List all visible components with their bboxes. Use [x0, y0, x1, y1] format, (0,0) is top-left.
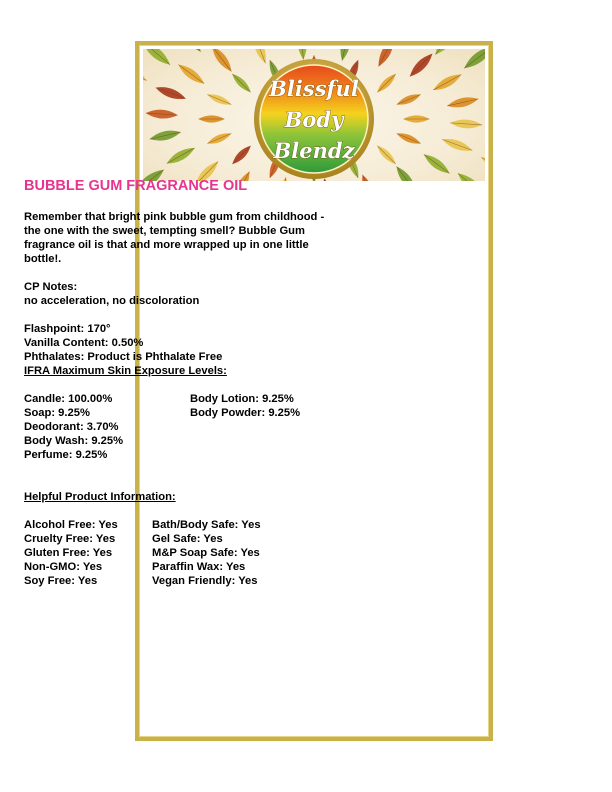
- info-item: Non-GMO: Yes: [24, 561, 103, 573]
- logo-text-line2: Body: [284, 107, 344, 132]
- product-description: Remember that bright pink bubble gum from childhood - the one with the sweet, tempting smell? Bubble Gum fragrance oil is that and more wrapped up in one little bottle!.: [24, 211, 325, 265]
- info-item: Gel Safe: Yes: [152, 533, 223, 545]
- flashpoint: Flashpoint: 170°: [24, 323, 111, 335]
- leaf-vein: [410, 54, 432, 77]
- leaf-vein: [433, 75, 461, 91]
- leaf-shape: [143, 149, 144, 173]
- leaf-vein: [377, 74, 395, 92]
- leaf-shape: [250, 49, 270, 65]
- ifra-item: Body Powder: 9.25%: [190, 407, 301, 419]
- leaf-shape: [358, 173, 378, 181]
- product-title: BUBBLE GUM FRAGRANCE OIL: [24, 178, 248, 194]
- vanilla-content: Vanilla Content: 0.50%: [24, 337, 144, 349]
- info-item: Vegan Friendly: Yes: [152, 575, 258, 587]
- leaf-shape: [175, 49, 205, 55]
- info-item: Alcohol Free: Yes: [24, 519, 118, 531]
- leaf-shape: [393, 164, 419, 181]
- ifra-item: Deodorant: 3.70%: [24, 421, 119, 433]
- header-banner: [143, 49, 485, 181]
- info-item: Paraffin Wax: Yes: [152, 561, 246, 573]
- ifra-item: Perfume: 9.25%: [24, 449, 108, 461]
- leaf-shape: [484, 65, 485, 89]
- leaf-shape: [143, 49, 173, 68]
- product-details: [24, 178, 334, 588]
- info-heading: Helpful Product Information:: [24, 491, 176, 503]
- leaf-shape: [479, 153, 485, 178]
- info-item: M&P Soap Safe: Yes: [152, 547, 260, 559]
- leaf-vein: [178, 65, 204, 84]
- leaf-shape: [455, 170, 485, 181]
- info-item: Bath/Body Safe: Yes: [152, 519, 261, 531]
- ifra-item: Candle: 100.00%: [24, 393, 113, 405]
- leaf-shape: [209, 49, 235, 74]
- ifra-item: Soap: 9.25%: [24, 407, 90, 419]
- ifra-item: Body Wash: 9.25%: [24, 435, 124, 447]
- cp-notes-value: no acceleration, no discoloration: [24, 295, 200, 307]
- phthalates: Phthalates: Product is Phthalate Free: [24, 351, 223, 363]
- leaf-vein: [424, 154, 450, 173]
- leaf-shape: [338, 49, 353, 62]
- ifra-item: Body Lotion: 9.25%: [190, 393, 294, 405]
- info-item: Cruelty Free: Yes: [24, 533, 116, 545]
- leaf-vein: [232, 74, 250, 92]
- autumn-leaves-banner: [143, 49, 485, 181]
- leaf-shape: [461, 49, 485, 72]
- logo-text-line1: Blissful: [269, 76, 359, 101]
- logo-text-line3: Blendz: [273, 138, 355, 163]
- info-item: Gluten Free: Yes: [24, 547, 113, 559]
- leaf-shape: [296, 49, 307, 60]
- ifra-heading: IFRA Maximum Skin Exposure Levels:: [24, 365, 227, 377]
- leaf-shape: [143, 60, 149, 85]
- leaf-vein: [167, 148, 195, 164]
- cp-notes-label: CP Notes:: [24, 281, 78, 293]
- leaf-vein: [232, 146, 250, 164]
- leaf-vein: [377, 146, 395, 164]
- info-item: Soy Free: Yes: [24, 575, 98, 587]
